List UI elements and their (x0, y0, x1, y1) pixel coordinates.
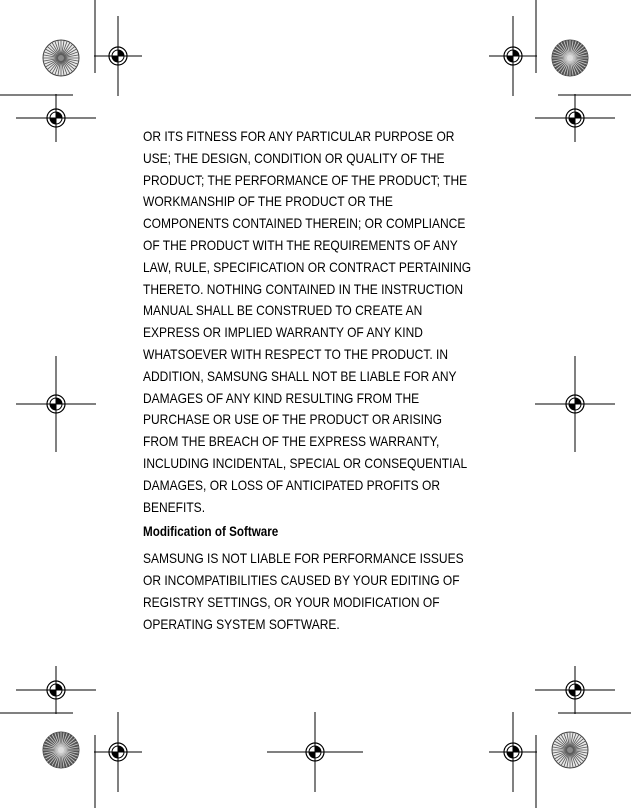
registration-mark (489, 16, 537, 96)
registration-mark (16, 94, 96, 142)
star-target (552, 732, 588, 768)
section-heading: Modification of Software (143, 524, 279, 540)
registration-mark (94, 712, 142, 792)
registration-mark (535, 356, 615, 452)
warranty-disclaimer-text: OR ITS FITNESS FOR ANY PARTICULAR PURPOSE OR USE; THE DESIGN, CONDITION OR QUALITY OF THE PRODUCT; THE PERFORMANCE OF THE PRODUCT; THE WORKMANSHIP OF THE PRODUCT OR THE COMPONENTS CONTAINED THEREIN; OR COMPLIANCE OF THE PRODUCT WITH THE REQUIREMENTS OF ANY LAW, RULE, SPECIFICATION OR CONTRACT PERTAINING THERETO. NOTHING CONTAINED IN THE INSTRUCTION MANUAL SHALL BE CONSTRUED TO CREATE AN EXPRESS OR IMPLIED WARRANTY OF ANY KIND WHATSOEVER WITH RESPECT TO THE PRODUCT. IN ADDITION, SAMSUNG SHALL NOT BE LIABLE FOR ANY DAMAGES OF ANY KIND RESULTING FROM THE PURCHASE OR USE OF THE PRODUCT OR ARISING FROM THE BREACH OF THE EXPRESS WARRANTY, INCLUDING INCIDENTAL, SPECIAL OR CONSEQUENTIAL DAMAGES, OR LOSS OF ANTICIPATED PROFITS OR BENEFITS. (143, 129, 472, 515)
registration-mark (267, 712, 363, 792)
star-target (43, 40, 79, 76)
registration-mark (535, 666, 615, 714)
star-target (43, 732, 79, 768)
document-content (143, 126, 488, 636)
registration-mark (16, 666, 96, 714)
registration-mark (489, 712, 537, 792)
registration-mark (94, 16, 142, 96)
registration-mark (535, 94, 615, 142)
star-target (552, 40, 588, 76)
registration-mark (16, 356, 96, 452)
software-modification-text: SAMSUNG IS NOT LIABLE FOR PERFORMANCE ISSUES OR INCOMPATIBILITIES CAUSED BY YOUR EDITING OF REGISTRY SETTINGS, OR YOUR MODIFICATION OF OPERATING SYSTEM SOFTWARE. (143, 551, 464, 632)
